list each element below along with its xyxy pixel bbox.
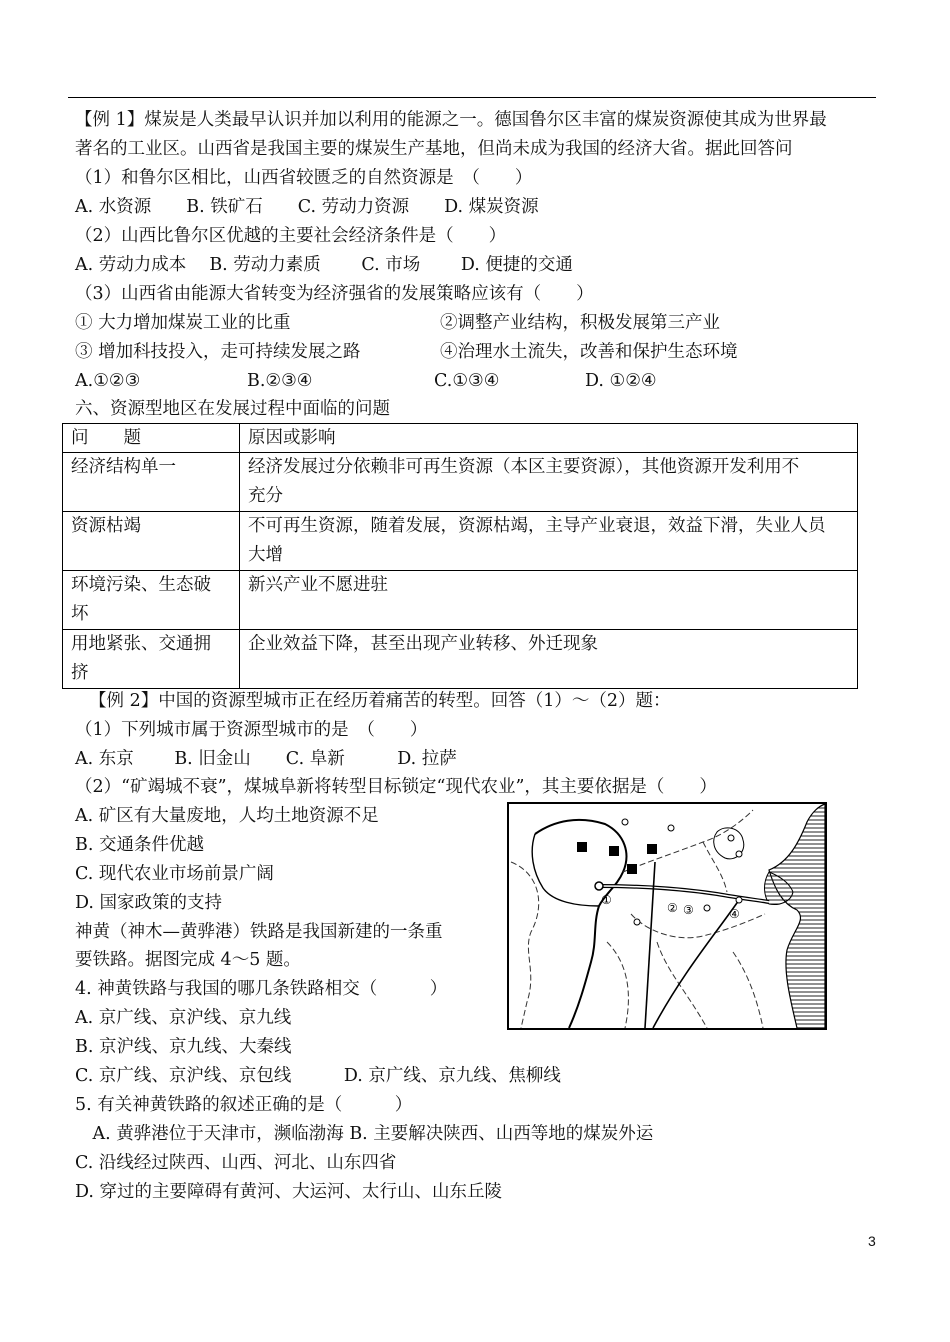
example2-q2-option-d: D. 国家政策的支持	[75, 893, 223, 913]
cell-text-line1: 新兴产业不愿进驻	[248, 575, 388, 595]
example1-q3-option-b: B.②③④	[247, 371, 313, 391]
railway-q5: 5. 有关神黄铁路的叙述正确的是（ ）	[75, 1095, 413, 1115]
table-cell-problem	[63, 630, 240, 689]
railway-intro-line2: 要铁路。据图完成 4～5 题。	[75, 950, 301, 970]
cell-text-line2: 坏	[71, 604, 89, 624]
railway-q5-options-ab: A. 黄骅港位于天津市，濒临渤海 B. 主要解决陕西、山西等地的煤炭外运	[75, 1124, 654, 1144]
cell-text-line2: 挤	[71, 663, 89, 683]
city-marker	[728, 835, 734, 841]
railway-q4-option-a: A. 京广线、京沪线、京九线	[75, 1008, 292, 1028]
map-marker-2: ②	[667, 901, 678, 915]
map-frame	[508, 803, 826, 1029]
example2-q2: （2）“矿竭城不衰”，煤城阜新将转型目标锁定“现代农业”，其主要依据是（ ）	[75, 777, 717, 797]
example1-q3-option-d: D. ①②④	[585, 371, 657, 391]
table-row	[63, 512, 858, 571]
example2-q2-option-a: A. 矿区有大量废地，人均土地资源不足	[75, 806, 379, 826]
table-cell-effect	[240, 512, 858, 571]
city-marker	[704, 905, 710, 911]
table-cell-problem	[63, 512, 240, 571]
example1-intro-line2: 著名的工业区。山西省是我国主要的煤炭生产基地，但尚未成为我国的经济大省。据此回答问	[75, 139, 793, 159]
example2-q1-options: A. 东京 B. 旧金山 C. 阜新 D. 拉萨	[75, 749, 457, 769]
cell-text-line1: 不可再生资源，随着发展，资源枯竭，主导产业衰退，效益下滑，失业人员	[248, 516, 826, 536]
example1-q2-options: A. 劳动力成本 B. 劳动力素质 C. 市场 D. 便捷的交通	[75, 255, 573, 275]
map-marker-1: ①	[601, 893, 612, 907]
cell-text: 资源枯竭	[71, 516, 141, 536]
example2-q2-option-c: C. 现代农业市场前景广阔	[75, 864, 274, 884]
example1-q1: （1）和鲁尔区相比，山西省较匮乏的自然资源是 （ ）	[75, 168, 533, 188]
map-marker-4: ④	[729, 907, 740, 921]
city-marker	[622, 819, 628, 825]
city-marker	[736, 897, 742, 903]
coal-mine-marker	[647, 844, 657, 854]
problems-table	[62, 423, 858, 689]
railway-q5-option-c: C. 沿线经过陕西、山西、河北、山东四省	[75, 1153, 397, 1173]
example1-q3-statement-3: ③ 增加科技投入，走可持续发展之路	[75, 342, 361, 362]
table-cell-problem	[63, 571, 240, 630]
table-cell-effect	[240, 453, 858, 512]
example1-q3-option-a: A.①②③	[75, 371, 141, 391]
cell-text: 经济结构单一	[71, 457, 176, 477]
city-marker	[736, 851, 742, 857]
table-row	[63, 571, 858, 630]
cell-text-line1: 用地紧张、交通拥	[71, 634, 211, 654]
example1-q2: （2）山西比鲁尔区优越的主要社会经济条件是（ ）	[75, 226, 507, 246]
table-header-problem: 问 题	[63, 424, 240, 453]
example2-q2-option-b: B. 交通条件优越	[75, 835, 204, 855]
example1-q1-options: A. 水资源 B. 铁矿石 C. 劳动力资源 D. 煤炭资源	[75, 197, 539, 217]
example1-q3-statement-4: ④治理水土流失，改善和保护生态环境	[440, 342, 738, 362]
table-cell-effect	[240, 571, 858, 630]
coal-mine-marker	[627, 864, 637, 874]
shenhuang-railway-map	[507, 802, 827, 1030]
example2-q1: （1）下列城市属于资源型城市的是 （ ）	[75, 720, 428, 740]
table-header-row	[63, 424, 858, 453]
cell-text-line2: 充分	[248, 486, 283, 506]
page-number: 3	[868, 1233, 876, 1249]
coal-mine-marker	[609, 846, 619, 856]
table-header-effect: 原因或影响	[240, 424, 858, 453]
railway-q5-option-d: D. 穿过的主要障碍有黄河、大运河、太行山、山东丘陵	[75, 1182, 503, 1202]
section-title: 六、资源型地区在发展过程中面临的问题	[75, 399, 390, 419]
example1-intro-line1: 【例 1】煤炭是人类最早认识并加以利用的能源之一。德国鲁尔区丰富的煤炭资源使其成为世界最	[75, 110, 827, 130]
table-row	[63, 453, 858, 512]
coal-mine-marker	[577, 842, 587, 852]
cell-text-line1: 经济发展过分依赖非可再生资源（本区主要资源），其他资源开发利用不	[248, 457, 800, 477]
city-marker	[595, 882, 603, 890]
city-marker	[634, 919, 640, 925]
cell-text-line2: 大增	[248, 545, 283, 565]
cell-text-line1: 企业效益下降，甚至出现产业转移、外迁现象	[248, 634, 598, 654]
railway-intro-line1: 神黄（神木—黄骅港）铁路是我国新建的一条重	[75, 922, 443, 942]
city-marker	[668, 825, 674, 831]
table-cell-effect	[240, 630, 858, 689]
example1-q3-statement-1: ① 大力增加煤炭工业的比重	[75, 313, 291, 333]
table-cell-problem	[63, 453, 240, 512]
example1-q3-option-c: C.①③④	[434, 371, 500, 391]
map-marker-3: ③	[683, 903, 694, 917]
railway-q4: 4. 神黄铁路与我国的哪几条铁路相交（ ）	[75, 979, 448, 999]
railway-q4-option-b: B. 京沪线、京九线、大秦线	[75, 1037, 292, 1057]
example1-q3-statement-2: ②调整产业结构，积极发展第三产业	[440, 313, 720, 333]
header-rule	[68, 97, 876, 98]
table-row	[63, 630, 858, 689]
railway-q4-options-cd: C. 京广线、京沪线、京包线 D. 京广线、京九线、焦柳线	[75, 1066, 561, 1086]
example1-q3: （3）山西省由能源大省转变为经济强省的发展策略应该有（ ）	[75, 284, 594, 304]
example2-intro: 【例 2】中国的资源型城市正在经历着痛苦的转型。回答（1）～（2）题：	[89, 691, 671, 711]
cell-text-line1: 环境污染、生态破	[71, 575, 211, 595]
